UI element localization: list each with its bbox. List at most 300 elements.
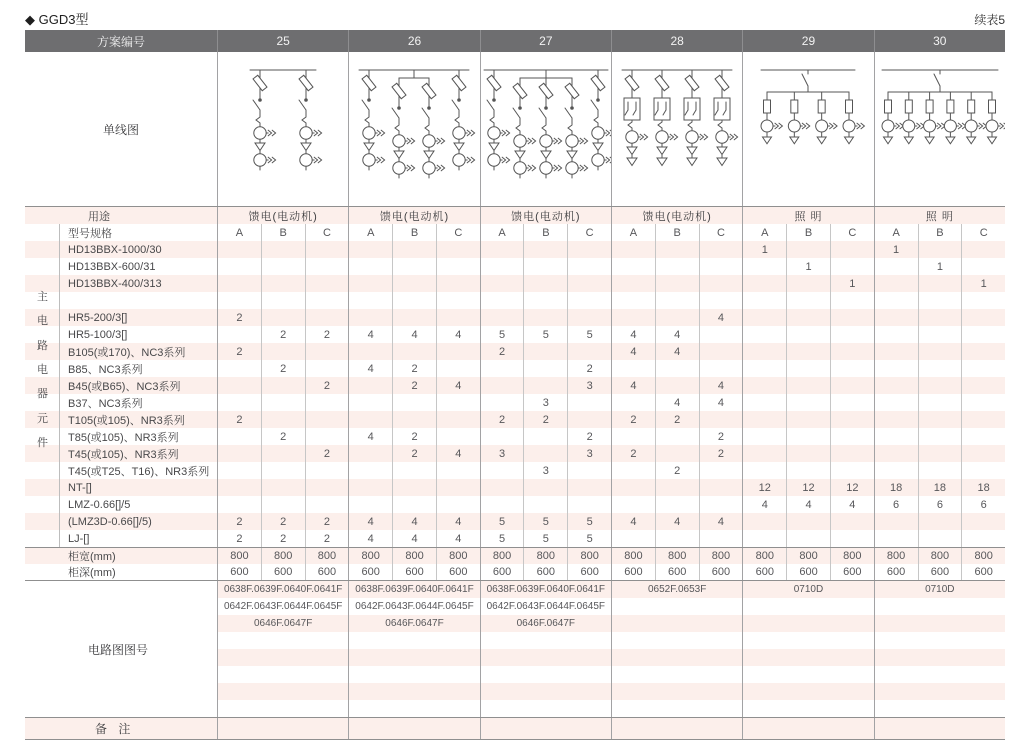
cell-29B [787, 411, 831, 428]
cell-27C [568, 462, 612, 479]
cell-26C: 600 [437, 564, 481, 580]
cell-27C [568, 394, 612, 411]
cell-27C [568, 275, 612, 292]
cell-27B [524, 496, 568, 513]
cell-29C [831, 445, 875, 462]
cell-28B [656, 377, 700, 394]
row-component-15 [25, 496, 1005, 513]
cell-26C: 4 [437, 377, 481, 394]
cell-29A: 600 [743, 564, 787, 580]
cell-26A: 4 [349, 530, 393, 547]
remarks-cell-29 [743, 718, 874, 739]
component-label: HD13BBX-400/313 [60, 275, 218, 292]
cell-29B: 4 [787, 496, 831, 513]
cell-28C [700, 496, 744, 513]
cell-26C [437, 411, 481, 428]
cell-29C [831, 241, 875, 258]
component-label: HR5-100/3[] [60, 326, 218, 343]
row-dimension-1 [25, 564, 1005, 581]
row-component-8 [25, 377, 1005, 394]
left-strip [25, 377, 60, 394]
cell-28C [700, 241, 744, 258]
circuit-cell-25-0: 0638F.0639F.0640F.0641F [218, 581, 348, 598]
subcol-header-28A: A [612, 224, 656, 241]
cell-26B [393, 343, 437, 360]
cell-30B: 6 [919, 496, 963, 513]
cell-30C [962, 309, 1005, 326]
cell-29C: 800 [831, 548, 875, 564]
cell-29A [743, 530, 787, 547]
cell-29B [787, 513, 831, 530]
cell-30C: 600 [974, 566, 993, 578]
cell-26A [349, 309, 393, 326]
cell-27B [524, 479, 568, 496]
cell-27B: 3 [524, 462, 568, 479]
component-label: B85、NC3系列 [60, 360, 218, 377]
cell-27A [481, 479, 525, 496]
cell-27C [568, 343, 612, 360]
cell-26A [349, 411, 393, 428]
cell-30A [875, 343, 919, 360]
cell-26B [393, 309, 437, 326]
vertical-label-char-6: 件 [37, 436, 48, 449]
cell-27C [568, 496, 612, 513]
circuit-cell-27-0: 0638F.0639F.0640F.0641F [481, 581, 611, 598]
component-label: LMZ-0.66[]/5 [60, 496, 218, 513]
cell-25C [306, 394, 350, 411]
diagram-cell-29 [743, 52, 874, 206]
cell-30A: 18 [875, 479, 919, 496]
cell-26C [437, 343, 481, 360]
cell-25A: 2 [218, 309, 262, 326]
cell-25B [262, 292, 306, 309]
cell-27A [481, 241, 525, 258]
cell-30C [962, 445, 1005, 462]
cell-27B [524, 377, 568, 394]
cell-28A [612, 258, 656, 275]
cell-30A [875, 445, 919, 462]
spec-header-label: 型号规格 [60, 224, 218, 241]
circuit-column-25 [218, 581, 349, 717]
cell-28C [700, 275, 744, 292]
cell-25A [218, 496, 262, 513]
dimension-label: 柜宽(mm) [25, 548, 218, 564]
remarks-cell-27 [481, 718, 612, 739]
cell-26A: 4 [349, 360, 393, 377]
cell-27C [568, 479, 612, 496]
cell-26B: 600 [393, 564, 437, 580]
subcol-header-27C: C [568, 224, 612, 241]
component-label: T45(或T25、T16)、NR3系列 [60, 462, 218, 479]
table-header-row [25, 30, 1005, 52]
subcol-header-29B: B [787, 224, 831, 241]
remarks-cell-25 [218, 718, 349, 739]
cell-29B [787, 462, 831, 479]
subcol-header-29A: A [743, 224, 787, 241]
circuit-section-label-cell [25, 581, 218, 717]
vertical-label-char-1: 电 [37, 315, 48, 328]
cell-27C [568, 258, 612, 275]
subcol-header-28B: B [656, 224, 700, 241]
cell-28C: 2 [700, 428, 744, 445]
cell-29B: 800 [787, 548, 831, 564]
cell-30B [919, 411, 963, 428]
cell-28B [656, 275, 700, 292]
cell-28B: 600 [656, 564, 700, 580]
cell-26A: 4 [349, 513, 393, 530]
circuit-cell-28-6 [612, 683, 742, 700]
single-line-diagram-28 [612, 52, 742, 204]
circuit-cell-30-3 [875, 632, 1005, 649]
cell-28A [612, 428, 656, 445]
cell-26C [437, 479, 481, 496]
cell-30A [875, 326, 919, 343]
cell-25C: 600 [306, 564, 350, 580]
cell-26A [349, 258, 393, 275]
cell-25A [218, 462, 262, 479]
circuit-cell-29-6 [743, 683, 873, 700]
cell-30C [962, 241, 1005, 258]
cell-26B [393, 394, 437, 411]
single-line-diagram-row [25, 52, 1005, 207]
cell-27A: 2 [481, 411, 525, 428]
cell-29A [743, 360, 787, 377]
cell-29A: 1 [743, 241, 787, 258]
cell-29A [743, 309, 787, 326]
remarks-row [25, 717, 1005, 740]
row-component-10 [25, 411, 1005, 428]
cell-29B [787, 394, 831, 411]
continuation-note: 续表5 [974, 13, 1005, 27]
cell-26B: 4 [393, 513, 437, 530]
cell-30B [919, 275, 963, 292]
cell-30C [962, 394, 1005, 411]
cell-28C [700, 326, 744, 343]
cell-28A [612, 292, 656, 309]
cell-27C: 800 [568, 548, 612, 564]
cell-29C [831, 360, 875, 377]
cell-26A [349, 343, 393, 360]
cell-30A: 1 [875, 241, 919, 258]
circuit-cell-29-0: 0710D [743, 581, 873, 598]
subcol-header-26A: A [349, 224, 393, 241]
cell-26A [349, 292, 393, 309]
cell-26B: 2 [393, 428, 437, 445]
cell-26C [437, 275, 481, 292]
left-strip [25, 360, 60, 377]
cell-29B: 600 [787, 564, 831, 580]
circuit-cell-30-4 [875, 649, 1005, 666]
cell-28B [656, 309, 700, 326]
remarks-cell-26 [349, 718, 480, 739]
cell-26A: 4 [349, 326, 393, 343]
cell-25C: 2 [306, 377, 350, 394]
cell-29B [787, 326, 831, 343]
usage-label: 用途 [25, 207, 218, 224]
subcol-header-27B: B [524, 224, 568, 241]
component-label: LJ-[] [60, 530, 218, 547]
subcol-header-26B: B [393, 224, 437, 241]
cell-27B: 3 [524, 394, 568, 411]
cell-28B [656, 258, 700, 275]
row-component-0 [25, 241, 1005, 258]
circuit-cell-25-2: 0646F.0647F [218, 615, 348, 632]
cell-30B: 18 [919, 479, 963, 496]
cell-28B [656, 445, 700, 462]
cell-30A [875, 275, 919, 292]
cell-28B: 4 [656, 326, 700, 343]
cell-28A: 4 [612, 326, 656, 343]
cell-30C [962, 530, 1005, 547]
diagram-cell-30 [875, 52, 1005, 206]
cell-27B [524, 445, 568, 462]
cell-26C [437, 292, 481, 309]
cell-28C: 800 [700, 548, 744, 564]
left-strip [25, 309, 60, 326]
cell-28B [656, 479, 700, 496]
cell-27A [481, 309, 525, 326]
cell-27B: 2 [524, 411, 568, 428]
cell-29A: 4 [743, 496, 787, 513]
cell-29B [787, 530, 831, 547]
left-strip [25, 241, 60, 258]
cell-26A: 4 [349, 428, 393, 445]
cell-30B [919, 377, 963, 394]
header-scheme-30: 30 [933, 34, 947, 48]
circuit-cell-30-0: 0710D [875, 581, 1005, 598]
cell-30C [962, 513, 1005, 530]
cell-29A [743, 258, 787, 275]
header-scheme-26: 26 [349, 30, 480, 52]
cell-26B: 4 [393, 530, 437, 547]
cell-29C [831, 411, 875, 428]
diagram-row-label: 单线图 [25, 52, 218, 206]
left-strip [25, 496, 60, 513]
cell-29A [743, 411, 787, 428]
circuit-cell-26-5 [349, 666, 479, 683]
circuit-column-30 [875, 581, 1005, 717]
subcol-header-29C: C [831, 224, 875, 241]
cell-26C [437, 258, 481, 275]
usage-cell-27: 馈电(电动机) [481, 207, 612, 224]
cell-30A [875, 428, 919, 445]
cell-27C [568, 309, 612, 326]
cell-25C [306, 343, 350, 360]
cell-25B [262, 479, 306, 496]
scheme-number-header: 方案编号 [25, 30, 218, 52]
cell-30A [875, 377, 919, 394]
cell-27B: 5 [524, 513, 568, 530]
component-label: B37、NC3系列 [60, 394, 218, 411]
cell-27A [481, 275, 525, 292]
cell-27A: 3 [481, 445, 525, 462]
cell-27C: 2 [568, 360, 612, 377]
cell-30B [919, 513, 963, 530]
circuit-cell-28-1 [612, 598, 742, 615]
cell-28A [612, 241, 656, 258]
circuit-cell-30-6 [875, 683, 1005, 700]
left-strip [25, 343, 60, 360]
row-component-1 [25, 258, 1005, 275]
row-component-11 [25, 428, 1005, 445]
header-scheme-28: 28 [612, 30, 743, 52]
component-label: NT-[] [60, 479, 218, 496]
cell-29A [743, 275, 787, 292]
cell-29C [831, 343, 875, 360]
circuit-cell-27-3 [481, 632, 611, 649]
cell-30B [919, 309, 963, 326]
cell-26B [393, 479, 437, 496]
circuit-cell-26-1: 0642F.0643F.0644F.0645F [355, 601, 474, 612]
cell-29B: 12 [787, 479, 831, 496]
cell-30A [875, 411, 919, 428]
cell-26B [393, 496, 437, 513]
circuit-cell-29-7 [743, 700, 873, 717]
cell-26B: 2 [393, 360, 437, 377]
cell-25B [262, 445, 306, 462]
cell-28C [700, 530, 744, 547]
cell-26C: 4 [437, 513, 481, 530]
header-scheme-29: 29 [743, 30, 874, 52]
cell-28A: 800 [612, 548, 656, 564]
circuit-cell-25-4 [218, 649, 348, 666]
cell-25A [218, 275, 262, 292]
cell-26B: 800 [393, 548, 437, 564]
row-component-2 [25, 275, 1005, 292]
cell-25C [306, 292, 350, 309]
cell-29A [743, 326, 787, 343]
cell-25B: 2 [262, 428, 306, 445]
cell-27A [481, 377, 525, 394]
cell-30C [962, 462, 1005, 479]
circuit-cell-28-2 [612, 615, 742, 632]
single-line-diagram-30 [875, 52, 1005, 204]
cell-28A [612, 496, 656, 513]
vertical-label-char-3: 电 [37, 363, 48, 376]
cell-26B: 4 [393, 326, 437, 343]
cell-30C [962, 377, 1005, 394]
cell-25B: 2 [262, 530, 306, 547]
row-component-6 [25, 343, 1005, 360]
cell-29C: 1 [831, 275, 875, 292]
circuit-cell-29-3 [743, 632, 873, 649]
data-rows [25, 207, 1005, 581]
dimension-label: 柜深(mm) [25, 564, 218, 580]
cell-28A: 2 [612, 411, 656, 428]
cell-30C [962, 343, 1005, 360]
cell-30C: 18 [977, 481, 990, 494]
cell-27B: 600 [524, 564, 568, 580]
usage-cell-26: 馈电(电动机) [349, 207, 480, 224]
cell-29B [787, 343, 831, 360]
row-component-7 [25, 360, 1005, 377]
cell-25B [262, 462, 306, 479]
circuit-cell-29-2 [743, 615, 873, 632]
cell-25B: 2 [262, 513, 306, 530]
cell-26A [349, 241, 393, 258]
cell-27C: 3 [568, 445, 612, 462]
cell-29B [787, 292, 831, 309]
circuit-cell-29-1 [743, 598, 873, 615]
single-line-diagram-27 [481, 52, 611, 204]
usage-cell-25: 馈电(电动机) [218, 207, 349, 224]
cell-28B: 4 [656, 394, 700, 411]
cell-30B [919, 428, 963, 445]
cell-26A: 800 [349, 548, 393, 564]
cell-25C [306, 275, 350, 292]
cell-25B [262, 258, 306, 275]
cell-27C: 5 [568, 513, 612, 530]
spec-table [25, 30, 1005, 740]
row-component-9 [25, 394, 1005, 411]
cell-29A [743, 377, 787, 394]
remarks-cell-28 [612, 718, 743, 739]
cell-30C [962, 360, 1005, 377]
cell-27C: 600 [568, 564, 612, 580]
single-line-diagram-26 [349, 52, 479, 204]
subcol-header-25C: C [306, 224, 350, 241]
cell-30A [875, 394, 919, 411]
cell-27B [524, 360, 568, 377]
cell-29B [787, 241, 831, 258]
cell-29A: 12 [743, 479, 787, 496]
cell-29B [787, 309, 831, 326]
cell-28A: 4 [612, 343, 656, 360]
cell-29A: 800 [743, 548, 787, 564]
cell-29B [787, 428, 831, 445]
cell-28C: 600 [700, 564, 744, 580]
row-component-4 [25, 309, 1005, 326]
cell-29A [743, 343, 787, 360]
cell-29A [743, 462, 787, 479]
cell-28C [700, 462, 744, 479]
cell-28A [612, 309, 656, 326]
cell-25A: 2 [218, 530, 262, 547]
cell-25A [218, 258, 262, 275]
cell-25C: 2 [306, 326, 350, 343]
circuit-cell-28-0: 0652F.0653F [612, 581, 742, 598]
left-strip [25, 530, 60, 547]
diagram-cell-26 [349, 52, 480, 206]
component-label [60, 292, 218, 309]
cell-30B [919, 343, 963, 360]
cell-26C [437, 428, 481, 445]
cell-25A [218, 479, 262, 496]
cell-28C [700, 411, 744, 428]
left-strip [25, 275, 60, 292]
cell-27A: 5 [481, 326, 525, 343]
cell-29B [787, 445, 831, 462]
circuit-cell-27-7 [481, 700, 611, 717]
left-strip [25, 462, 60, 479]
cell-28C: 4 [700, 309, 744, 326]
cell-30B [919, 394, 963, 411]
cell-28C: 4 [700, 377, 744, 394]
cell-30B [919, 241, 963, 258]
subcol-header-25B: B [262, 224, 306, 241]
cell-29C [831, 309, 875, 326]
cell-29B [787, 377, 831, 394]
cell-25A [218, 445, 262, 462]
cell-27B: 800 [524, 548, 568, 564]
cell-26A [349, 377, 393, 394]
cell-30C [962, 258, 1005, 275]
cell-27B [524, 241, 568, 258]
cell-30B [919, 360, 963, 377]
cell-27B [524, 275, 568, 292]
cell-25A [218, 326, 262, 343]
left-strip [25, 326, 60, 343]
